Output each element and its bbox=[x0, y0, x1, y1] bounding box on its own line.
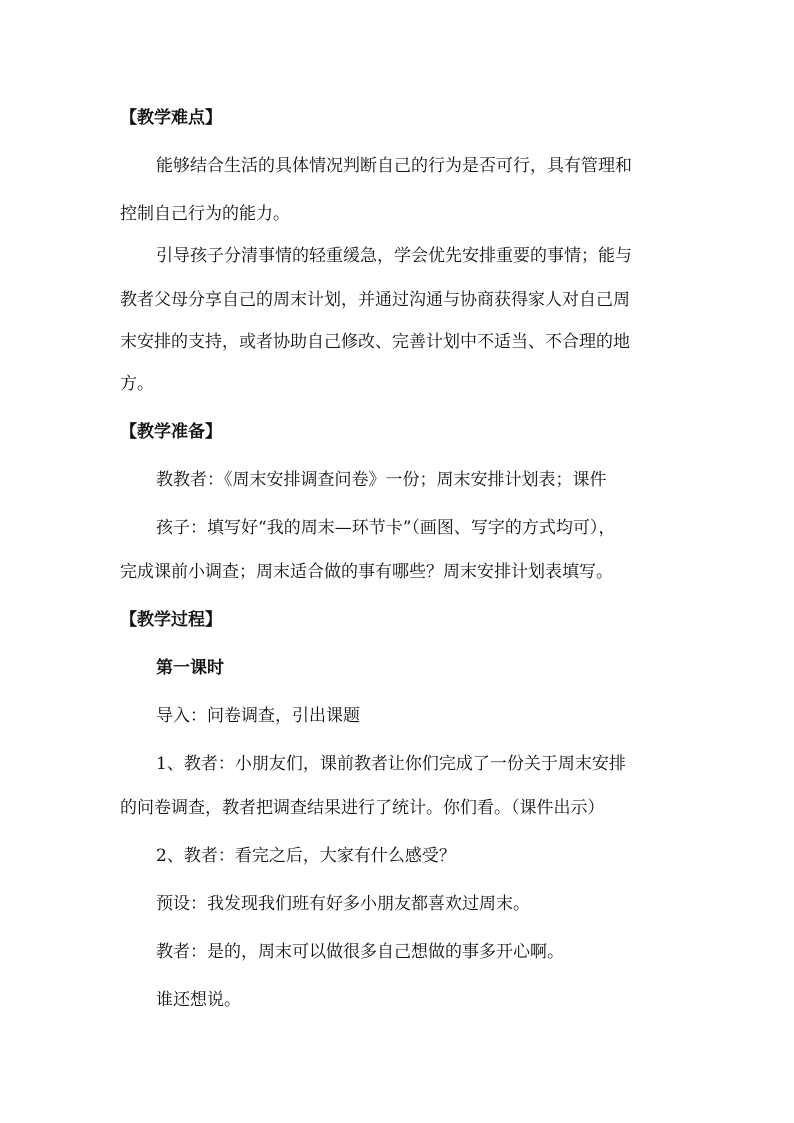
paragraph-line: 教者：是的，周末可以做很多自己想做的事多开心啊。 bbox=[156, 942, 564, 962]
section-heading-teaching-preparation: 【教学准备】 bbox=[120, 422, 222, 442]
paragraph-line: 教者父母分享自己的周末计划，并通过沟通与协商获得家人对自己周 bbox=[120, 290, 630, 310]
paragraph-line: 完成课前小调查；周末适合做的事有哪些？周末安排计划表填写。 bbox=[120, 562, 613, 582]
subheading-first-lesson: 第一课时 bbox=[156, 658, 224, 678]
paragraph-line: 控制自己行为的能力。 bbox=[120, 204, 290, 224]
paragraph-line: 引导孩子分清事情的轻重缓急，学会优先安排重要的事情；能与 bbox=[156, 246, 632, 266]
paragraph-line: 导入：问卷调查，引出课题 bbox=[156, 706, 360, 726]
paragraph-line: 教教者：《周末安排调查问卷》一份；周末安排计划表；课件 bbox=[156, 470, 607, 490]
paragraph-line: 1、教者：小朋友们，课前教者让你们完成了一份关于周末安排 bbox=[156, 754, 626, 774]
paragraph-line: 的问卷调查，教者把调查结果进行了统计。你们看。（课件出示） bbox=[120, 798, 605, 818]
paragraph-line: 2、教者：看完之后，大家有什么感受？ bbox=[156, 846, 456, 866]
section-heading-teaching-process: 【教学过程】 bbox=[120, 610, 222, 630]
paragraph-line: 谁还想说。 bbox=[156, 990, 241, 1010]
section-heading-teaching-difficulties: 【教学难点】 bbox=[120, 108, 222, 128]
paragraph-line: 末安排的支持，或者协助自己修改、完善计划中不适当、不合理的地 bbox=[120, 332, 630, 352]
paragraph-line: 能够结合生活的具体情况判断自己的行为是否可行，具有管理和 bbox=[156, 156, 632, 176]
paragraph-line: 孩子：填写好“我的周末—环节卡”（画图、写字的方式均可）， bbox=[156, 518, 616, 538]
paragraph-line: 预设：我发现我们班有好多小朋友都喜欢过周末。 bbox=[156, 894, 530, 914]
paragraph-line: 方。 bbox=[120, 374, 154, 394]
